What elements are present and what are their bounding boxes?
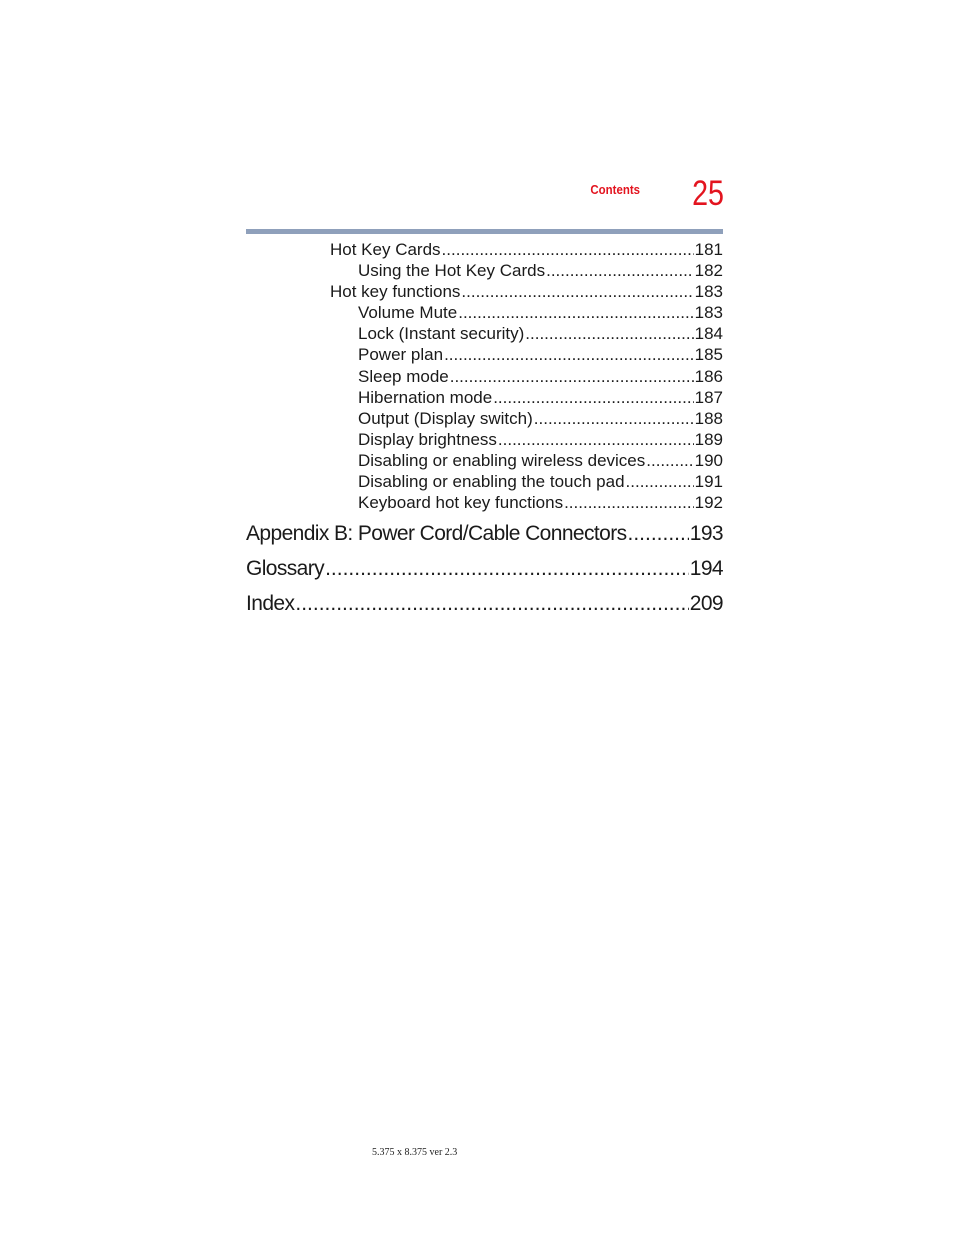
toc-entry-page: 184	[694, 324, 723, 344]
toc-entry-page: 194	[689, 557, 723, 581]
toc-entry-hot-key-cards[interactable]	[246, 239, 723, 260]
toc-entry-index[interactable]	[246, 586, 723, 621]
toc-entry-using-hot-key-cards[interactable]	[246, 260, 723, 281]
toc-entry-hibernation-mode[interactable]	[246, 387, 723, 408]
toc-entry-label: Lock (Instant security)	[358, 324, 525, 344]
dot-leader	[493, 387, 693, 408]
toc-entry-label: Hot Key Cards	[330, 240, 441, 259]
toc-entry-page: 192	[694, 493, 723, 513]
table-of-contents	[246, 239, 723, 621]
toc-entry-label: Hibernation mode	[358, 387, 493, 407]
toc-entry-page: 191	[694, 472, 723, 492]
toc-entry-lock[interactable]	[246, 323, 723, 344]
dot-leader	[442, 239, 694, 260]
dot-leader	[627, 516, 688, 551]
toc-entry-page: 188	[694, 408, 723, 428]
toc-entry-volume-mute[interactable]	[246, 302, 723, 323]
toc-entry-label: Sleep mode	[358, 366, 449, 386]
toc-entry-sleep-mode[interactable]	[246, 366, 723, 387]
toc-entry-keyboard-hot-key-functions[interactable]	[246, 492, 723, 513]
toc-entry-page: 189	[694, 429, 723, 449]
toc-entry-label: Glossary	[246, 557, 325, 581]
header-rule	[246, 229, 723, 234]
toc-entry-page: 209	[689, 592, 723, 616]
toc-entry-page: 193	[689, 522, 723, 546]
toc-entry-wireless-devices[interactable]	[246, 450, 723, 471]
dot-leader	[461, 281, 693, 302]
toc-entry-label: Hot key functions	[330, 282, 461, 302]
toc-entry-glossary[interactable]	[246, 551, 723, 586]
section-label: Contents	[590, 182, 640, 197]
toc-entry-label: Using the Hot Key Cards	[358, 261, 546, 281]
toc-entry-hot-key-functions[interactable]	[246, 281, 723, 302]
dot-leader	[534, 408, 694, 429]
dot-leader	[444, 344, 694, 365]
toc-entry-appendix-b[interactable]	[246, 516, 723, 551]
toc-entry-label: Disabling or enabling the touch pad	[358, 472, 625, 492]
toc-entry-page: 183	[694, 303, 723, 323]
toc-entry-label: Index	[246, 592, 295, 616]
dot-leader	[498, 429, 694, 450]
toc-entry-label: Appendix B: Power Cord/Cable Connectors	[246, 522, 627, 546]
toc-entry-label: Volume Mute	[358, 303, 458, 323]
toc-entry-label: Power plan	[358, 345, 444, 365]
dot-leader	[450, 366, 694, 387]
toc-entry-page: 181	[694, 240, 723, 259]
toc-entry-display-brightness[interactable]	[246, 429, 723, 450]
dot-leader	[295, 586, 688, 621]
toc-entry-page: 187	[694, 387, 723, 407]
toc-entry-output-display-switch[interactable]	[246, 408, 723, 429]
toc-entry-page: 186	[694, 366, 723, 386]
toc-entry-touch-pad[interactable]	[246, 471, 723, 492]
dot-leader	[564, 492, 694, 513]
version-note: 5.375 x 8.375 ver 2.3	[372, 1147, 458, 1158]
page-number: 25	[692, 174, 724, 213]
toc-entry-page: 190	[694, 450, 723, 470]
toc-entry-page: 185	[694, 345, 723, 365]
toc-entry-power-plan[interactable]	[246, 344, 723, 365]
toc-entry-label: Keyboard hot key functions	[358, 493, 564, 513]
dot-leader	[646, 450, 693, 471]
toc-entry-label: Display brightness	[358, 429, 497, 449]
dot-leader	[525, 323, 693, 344]
toc-entry-page: 183	[694, 282, 723, 302]
dot-leader	[325, 551, 689, 586]
toc-entry-page: 182	[694, 261, 723, 281]
toc-entry-label: Output (Display switch)	[358, 408, 533, 428]
dot-leader	[458, 302, 693, 323]
dot-leader	[546, 260, 694, 281]
toc-entry-label: Disabling or enabling wireless devices	[358, 450, 646, 470]
dot-leader	[626, 471, 694, 492]
